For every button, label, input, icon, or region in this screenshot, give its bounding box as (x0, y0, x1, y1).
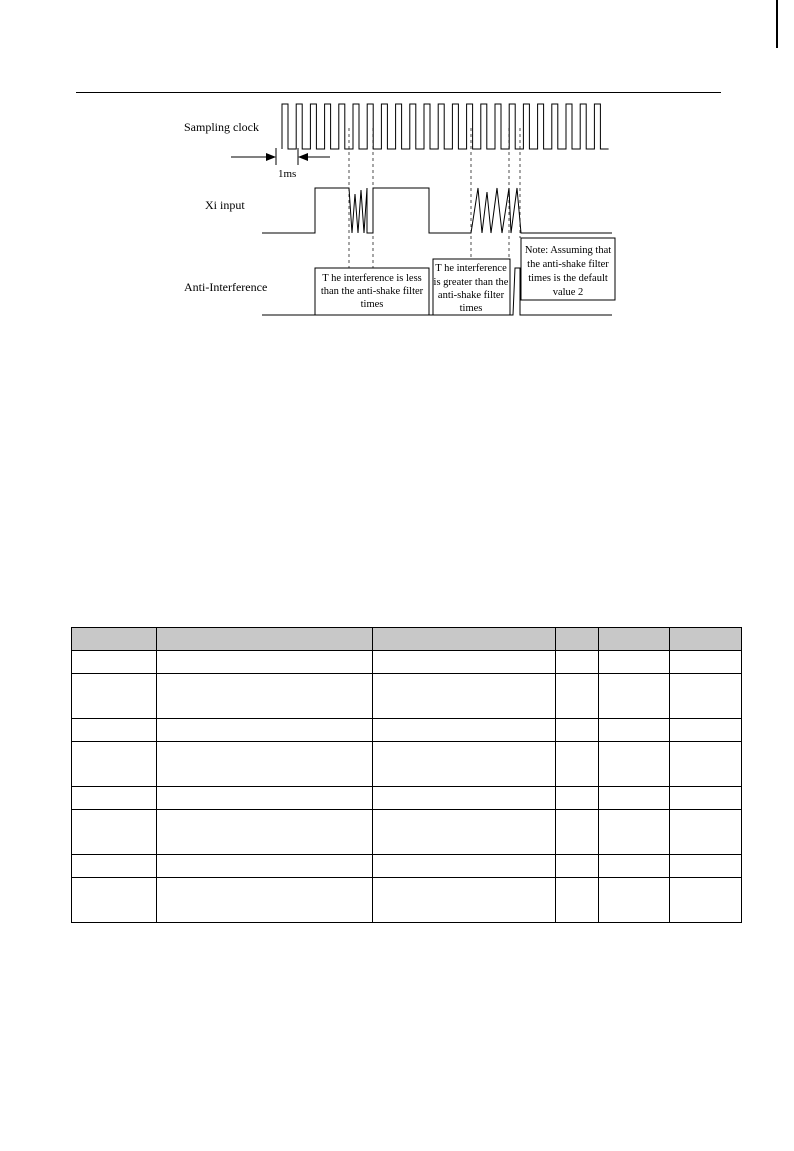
table-cell (72, 674, 157, 719)
table-cell (670, 855, 742, 878)
timing-diagram (0, 0, 794, 330)
table-header-cell (556, 628, 599, 651)
note-default-line-1: Note: Assuming that (524, 245, 612, 256)
table-cell (157, 810, 373, 855)
table-cell (599, 878, 670, 923)
note-greater-line-4: times (459, 303, 483, 314)
table-header-cell (373, 628, 556, 651)
table-cell (157, 855, 373, 878)
note-default-line-3: times is the default (528, 273, 608, 284)
table-cell (556, 787, 599, 810)
table-body (72, 651, 742, 923)
table-cell (556, 878, 599, 923)
table-cell (670, 810, 742, 855)
label-xi-input: Xi input (205, 198, 245, 212)
period-arrow-left (266, 153, 276, 161)
table-cell (157, 742, 373, 787)
table-cell (157, 651, 373, 674)
table-cell (599, 651, 670, 674)
table-cell (556, 810, 599, 855)
table-cell (670, 719, 742, 742)
table-cell (599, 674, 670, 719)
table-cell (670, 742, 742, 787)
table-cell (556, 651, 599, 674)
table-cell (556, 855, 599, 878)
table-row (72, 742, 742, 787)
table-cell (72, 719, 157, 742)
note-less-line-1: T he interference is less (322, 273, 422, 284)
table-cell (157, 878, 373, 923)
note-less-line-3: times (360, 299, 384, 310)
table-cell (157, 719, 373, 742)
table-cell (599, 719, 670, 742)
table-header-cell (72, 628, 157, 651)
period-arrow-right (298, 153, 308, 161)
table-row (72, 878, 742, 923)
table-cell (72, 810, 157, 855)
table-cell (373, 855, 556, 878)
xi-input-waveform (262, 188, 612, 233)
note-less-line-2: than the anti-shake filter (320, 286, 424, 297)
table-cell (373, 742, 556, 787)
sampling-clock-waveform (282, 104, 609, 149)
table-cell (556, 674, 599, 719)
note-greater-line-2: is greater than the (433, 277, 509, 288)
table-cell (599, 742, 670, 787)
table-header-cell (599, 628, 670, 651)
table-row (72, 810, 742, 855)
table-cell (599, 810, 670, 855)
table-cell (670, 674, 742, 719)
parameter-table (71, 627, 742, 923)
table-cell (670, 651, 742, 674)
table-cell (670, 878, 742, 923)
table-cell (72, 742, 157, 787)
table-cell (670, 787, 742, 810)
label-sampling-clock: Sampling clock (184, 120, 259, 134)
table-row (72, 855, 742, 878)
table-cell (373, 878, 556, 923)
table-row (72, 787, 742, 810)
table-cell (72, 878, 157, 923)
table-cell (556, 742, 599, 787)
label-period: 1ms (278, 168, 297, 180)
table-cell (373, 719, 556, 742)
table-header-row (72, 628, 742, 651)
table-cell (373, 674, 556, 719)
note-default-line-2: the anti-shake filter (527, 259, 609, 270)
table-row (72, 651, 742, 674)
table-row (72, 719, 742, 742)
table-row (72, 674, 742, 719)
table-cell (373, 810, 556, 855)
table-header-cell (670, 628, 742, 651)
table-cell (72, 651, 157, 674)
table-cell (157, 674, 373, 719)
table-cell (556, 719, 599, 742)
label-anti-interference: Anti-Interference (184, 280, 268, 294)
table-header-cell (157, 628, 373, 651)
table-cell (157, 787, 373, 810)
note-default-line-4: value 2 (552, 287, 584, 298)
table-cell (72, 787, 157, 810)
table-cell (599, 855, 670, 878)
table-cell (373, 787, 556, 810)
table-cell (599, 787, 670, 810)
note-greater-line-3: anti-shake filter (437, 290, 505, 301)
table-cell (373, 651, 556, 674)
table-cell (72, 855, 157, 878)
note-greater-line-1: T he interference (435, 263, 507, 274)
